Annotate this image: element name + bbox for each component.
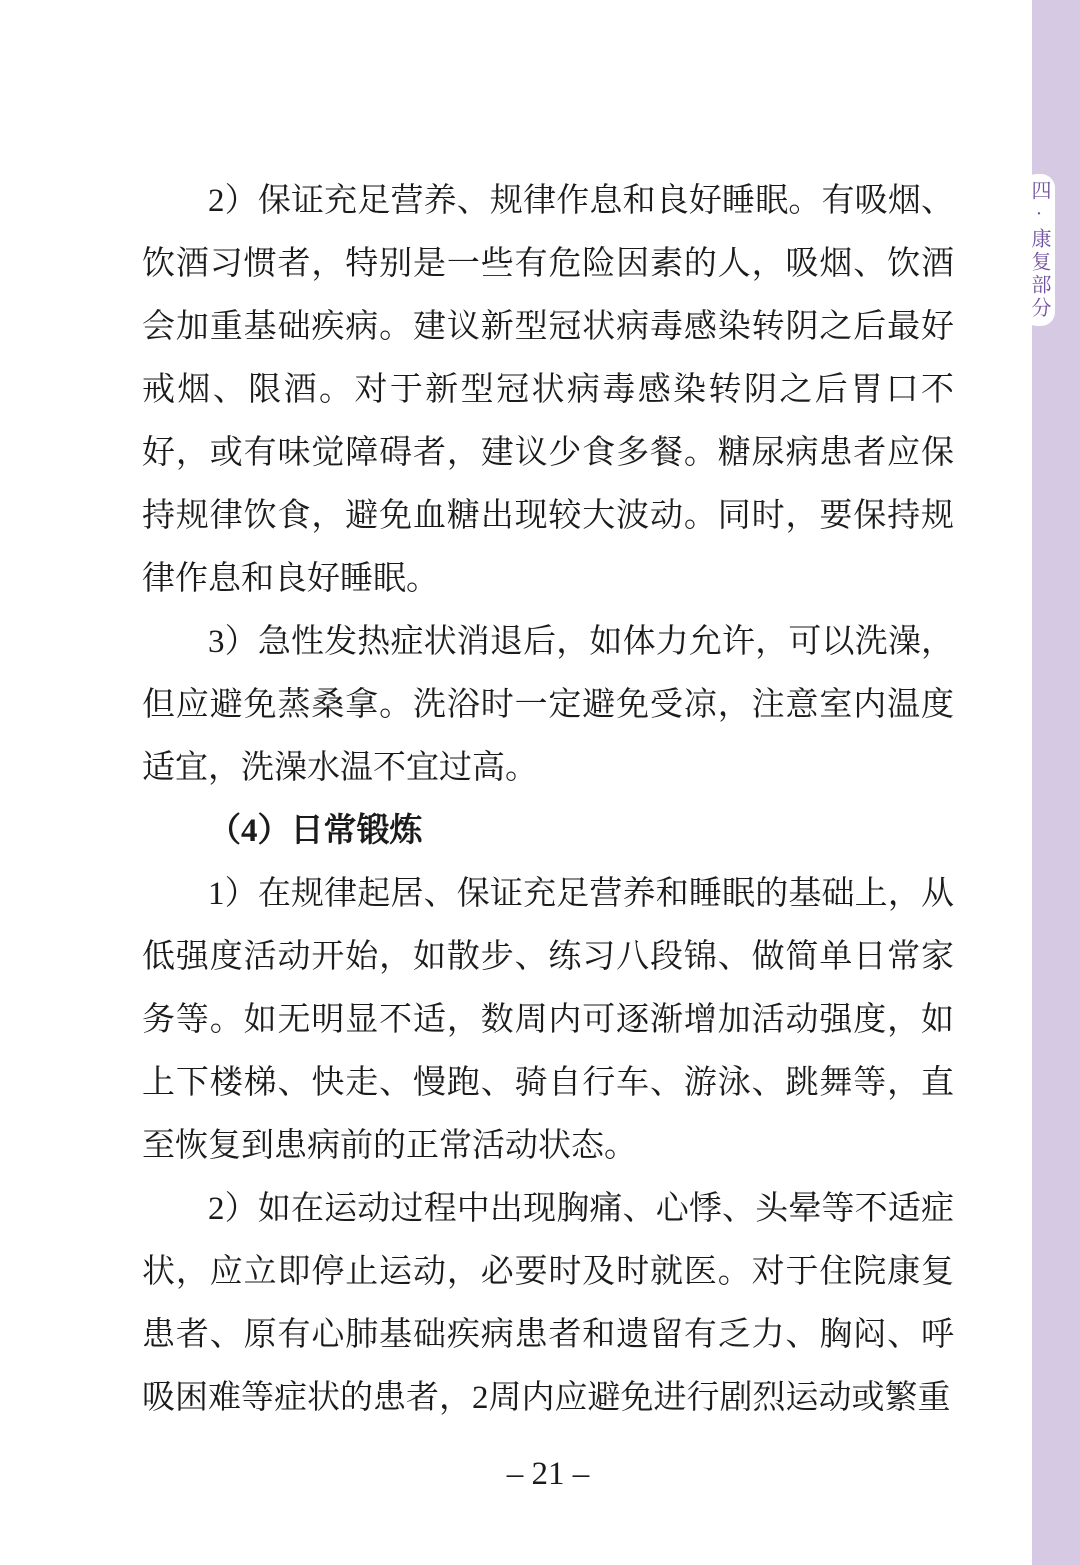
page-content — [142, 170, 954, 1430]
section-tab-label: 四·康复部分 — [1028, 180, 1050, 320]
paragraph-exercise-warning: 2）如在运动过程中出现胸痛、心悸、头晕等不适症状，应立即停止运动，必要时及时就医。对于住院康复患者、原有心肺基础疾病患者和遗留有乏力、胸闷、呼吸困难等症状的患者，2周内应避免进行剧烈运动或繁重 — [142, 1191, 954, 1416]
paragraph-bathing: 3）急性发热症状消退后，如体力允许，可以洗澡，但应避免蒸桑拿。洗浴时一定避免受凉，注意室内温度适宜，洗澡水温不宜过高。 — [142, 624, 954, 786]
page-number: – 21 – — [506, 1456, 590, 1492]
section-tab-rehabilitation — [1023, 174, 1055, 326]
paragraph-exercise-progression: 1）在规律起居、保证充足营养和睡眠的基础上，从低强度活动开始，如散步、练习八段锦、做简单日常家务等。如无明显不适，数周内可逐渐增加活动强度，如上下楼梯、快走、慢跑、骑自行车、游泳、跳舞等，直至恢复到患病前的正常活动状态。 — [142, 876, 954, 1164]
section-heading-daily-exercise: （4）日常锻炼 — [208, 813, 423, 849]
paragraph-nutrition-sleep: 2）保证充足营养、规律作息和良好睡眠。有吸烟、饮酒习惯者，特别是一些有危险因素的人，吸烟、饮酒会加重基础疾病。建议新型冠状病毒感染转阴之后最好戒烟、限酒。对于新型冠状病毒感染转阴之后胃口不好，或有味觉障碍者，建议少食多餐。糖尿病患者应保持规律饮食，避免血糖出现较大波动。同时，要保持规律作息和良好睡眠。 — [142, 183, 954, 597]
